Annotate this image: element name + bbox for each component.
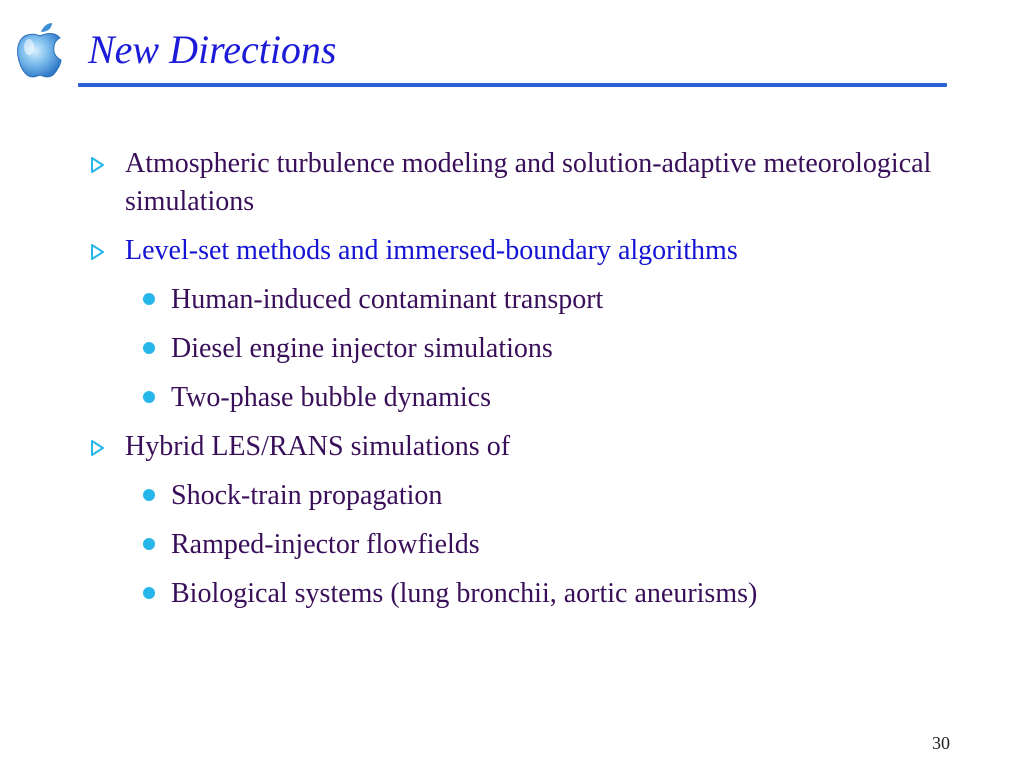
- sub-bullet-item: [88, 379, 968, 417]
- dot-bullet-icon: [143, 538, 155, 550]
- title-underline: [78, 83, 947, 87]
- sub-bullet-item: [88, 281, 968, 319]
- bullet-text: Hybrid LES/RANS simulations of: [125, 431, 511, 462]
- bullet-text: Level-set methods and immersed-boundary algorithms: [125, 235, 738, 266]
- arrow-bullet-icon: [88, 243, 106, 261]
- bullet-item: [88, 428, 968, 466]
- sub-bullet-item: [88, 526, 968, 564]
- bullet-list: [88, 145, 968, 624]
- dot-bullet-icon: [143, 489, 155, 501]
- arrow-bullet-icon: [88, 156, 106, 174]
- dot-bullet-icon: [143, 342, 155, 354]
- sub-bullet-item: [88, 477, 968, 515]
- bullet-item: [88, 232, 968, 270]
- slide-title: New Directions: [88, 27, 337, 72]
- arrow-bullet-icon: [88, 439, 106, 457]
- sub-bullet-item: [88, 330, 968, 368]
- apple-logo-icon: [14, 22, 66, 80]
- dot-bullet-icon: [143, 293, 155, 305]
- sub-bullet-item: [88, 575, 968, 613]
- page-number: 30: [932, 733, 950, 753]
- bullet-text: Human-induced contaminant transport: [171, 284, 604, 315]
- bullet-item: [88, 145, 968, 221]
- bullet-text: Ramped-injector flowfields: [171, 529, 480, 560]
- bullet-text: Two-phase bubble dynamics: [171, 382, 491, 413]
- dot-bullet-icon: [143, 587, 155, 599]
- bullet-text: Shock-train propagation: [171, 480, 443, 511]
- bullet-text: Diesel engine injector simulations: [171, 333, 553, 364]
- bullet-text: Biological systems (lung bronchii, aortic aneurisms): [171, 578, 758, 609]
- bullet-text: Atmospheric turbulence modeling and solution-adaptive meteorological simulations: [125, 148, 932, 217]
- dot-bullet-icon: [143, 391, 155, 403]
